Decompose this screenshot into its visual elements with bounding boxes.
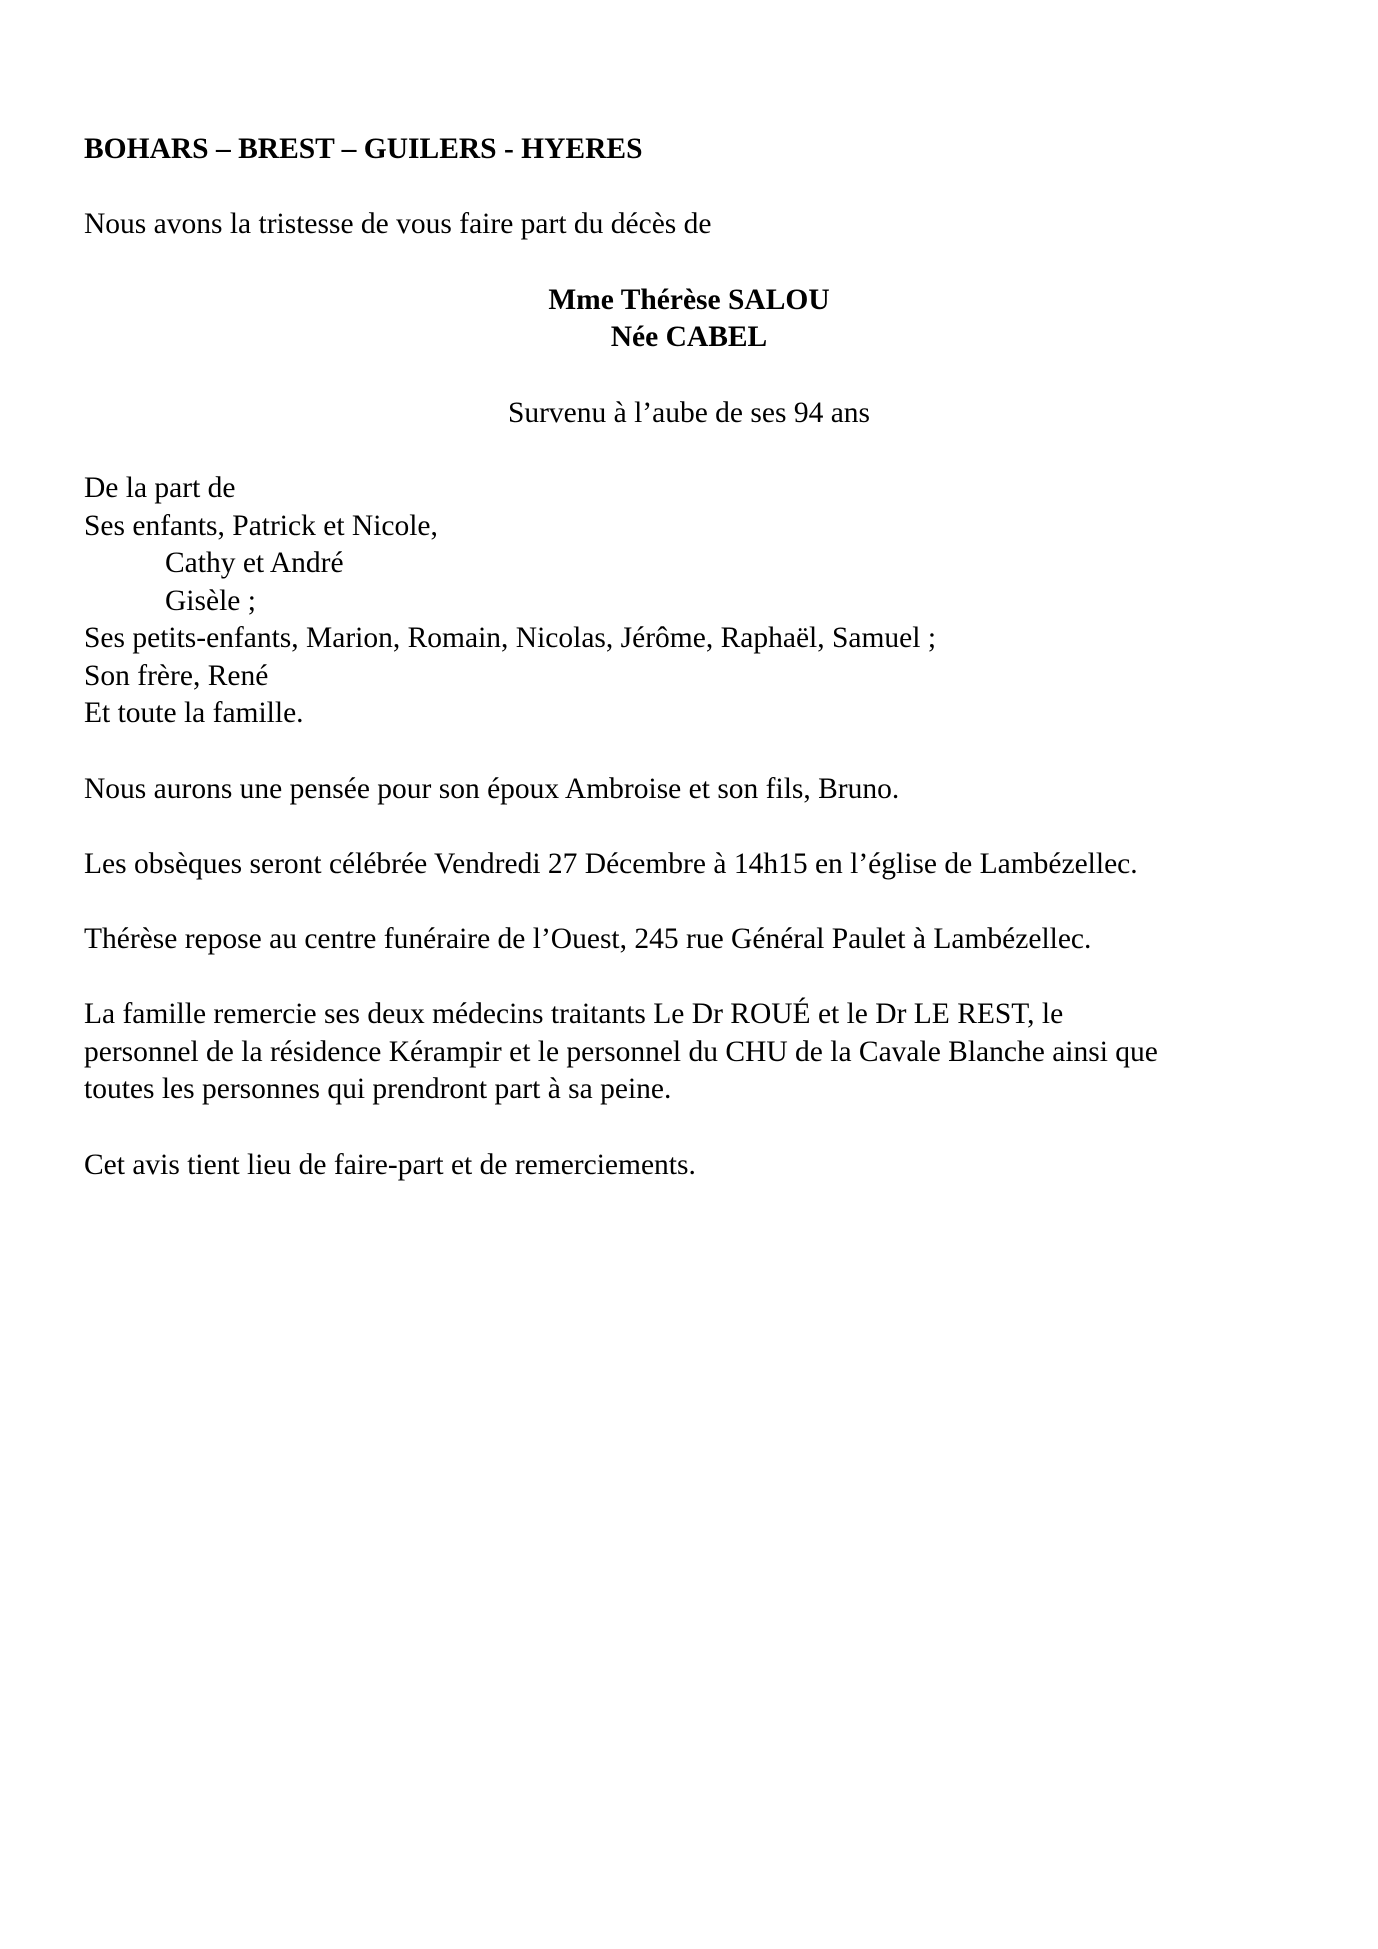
- funeral-paragraph: Les obsèques seront célébrée Vendredi 27 Décembre à 14h15 en l’église de Lambézellec.: [84, 848, 1138, 880]
- deceased-name: Mme Thérèse SALOU: [548, 284, 830, 316]
- rest-place-paragraph: Thérèse repose au centre funéraire de l’Ouest, 245 rue Général Paulet à Lambézellec.: [84, 923, 1092, 955]
- whole-family-line: Et toute la famille.: [84, 697, 304, 729]
- deceased-maiden-name: Née CABEL: [610, 321, 768, 353]
- thanks-line-1: La famille remercie ses deux médecins traitants Le Dr ROUÉ et le Dr LE REST, le: [84, 998, 1064, 1030]
- thanks-line-3: toutes les personnes qui prendront part à sa peine.: [84, 1073, 672, 1105]
- from-label: De la part de: [84, 472, 236, 504]
- children-line-3: Gisèle ;: [165, 585, 256, 617]
- grandchildren-line: Ses petits-enfants, Marion, Romain, Nicolas, Jérôme, Raphaël, Samuel ;: [84, 622, 937, 654]
- thought-paragraph: Nous aurons une pensée pour son époux Ambroise et son fils, Bruno.: [84, 773, 900, 805]
- brother-line: Son frère, René: [84, 660, 269, 692]
- closing-paragraph: Cet avis tient lieu de faire-part et de remerciements.: [84, 1149, 696, 1181]
- children-line-1: Ses enfants, Patrick et Nicole,: [84, 510, 438, 542]
- children-line-2: Cathy et André: [165, 547, 344, 579]
- intro-text: Nous avons la tristesse de vous faire part du décès de: [84, 208, 712, 240]
- age-line: Survenu à l’aube de ses 94 ans: [507, 397, 871, 429]
- heading-locations: BOHARS – BREST – GUILERS - HYERES: [84, 133, 643, 165]
- thanks-line-2: personnel de la résidence Kérampir et le personnel du CHU de la Cavale Blanche ainsi que: [84, 1036, 1158, 1068]
